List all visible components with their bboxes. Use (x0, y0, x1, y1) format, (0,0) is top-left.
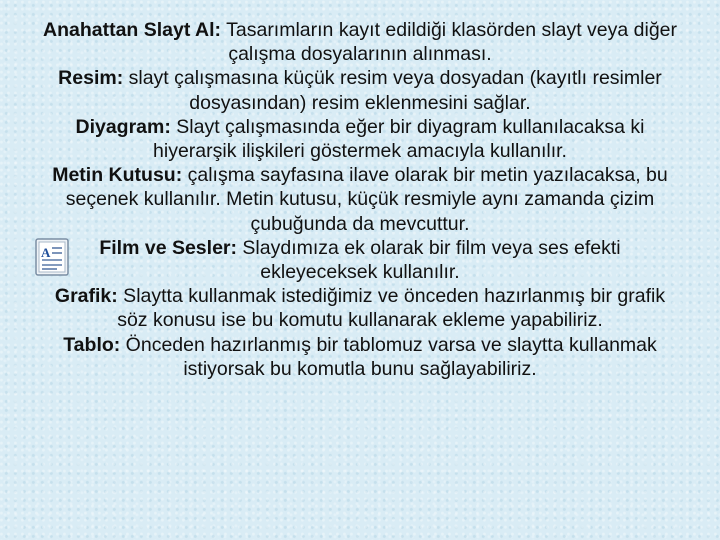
term-description: Önceden hazırlanmış bir tablomuz varsa ve slaytta kullanmak istiyorsak bu komutla bunu sağlayabiliriz. (120, 333, 657, 380)
term-label: Metin Kutusu: (52, 164, 183, 187)
term-label: Diyagram: (75, 115, 171, 138)
term-description: Slaytta kullanmak istediğimiz ve önceden hazırlanmış bir grafik söz konusu ise bu komutu kullanarak ekleme yapabiliriz. (117, 285, 666, 332)
paragraph-film-ve-sesler (40, 236, 680, 284)
term-description: çalışma sayfasına ilave olarak bir metin yazılacaksa, bu seçenek kullanılır. Metin kutusu, küçük resmiyle aynı zamanda çizim çubuğunda da mevcuttur. (65, 164, 668, 235)
term-label: Anahattan Slayt Al: (43, 19, 222, 41)
term-label: Resim: (58, 67, 124, 90)
slide-body (40, 18, 680, 381)
paragraph-grafik (40, 284, 680, 332)
term-label: Tablo: (63, 333, 121, 356)
term-label: Grafik: (54, 285, 118, 308)
term-description: Tasarımların kayıt edildiği klasörden slayt veya diğer çalışma dosyalarının alınması. (221, 19, 677, 66)
paragraph-anahattan-slayt-al (40, 18, 680, 66)
term-description: Slaydımıza ek olarak bir film veya ses efekti ekleyeceksek kullanılır. (237, 236, 621, 284)
paragraph-resim (40, 66, 680, 114)
paragraph-metin-kutusu (40, 163, 680, 236)
svg-text:A: A (41, 245, 51, 260)
paragraph-diyagram (40, 115, 680, 163)
textbox-icon (35, 238, 69, 276)
term-description: slayt çalışmasına küçük resim veya dosyadan (kayıtlı resimler dosyasından) resim eklenmesini sağlar. (123, 67, 662, 114)
term-label: Film ve Sesler: (99, 236, 237, 259)
term-description: Slayt çalışmasında eğer bir diyagram kullanılacaksa ki hiyerarşik ilişkileri göstermek amacıyla kullanılır. (153, 115, 645, 163)
paragraph-tablo (40, 333, 680, 381)
